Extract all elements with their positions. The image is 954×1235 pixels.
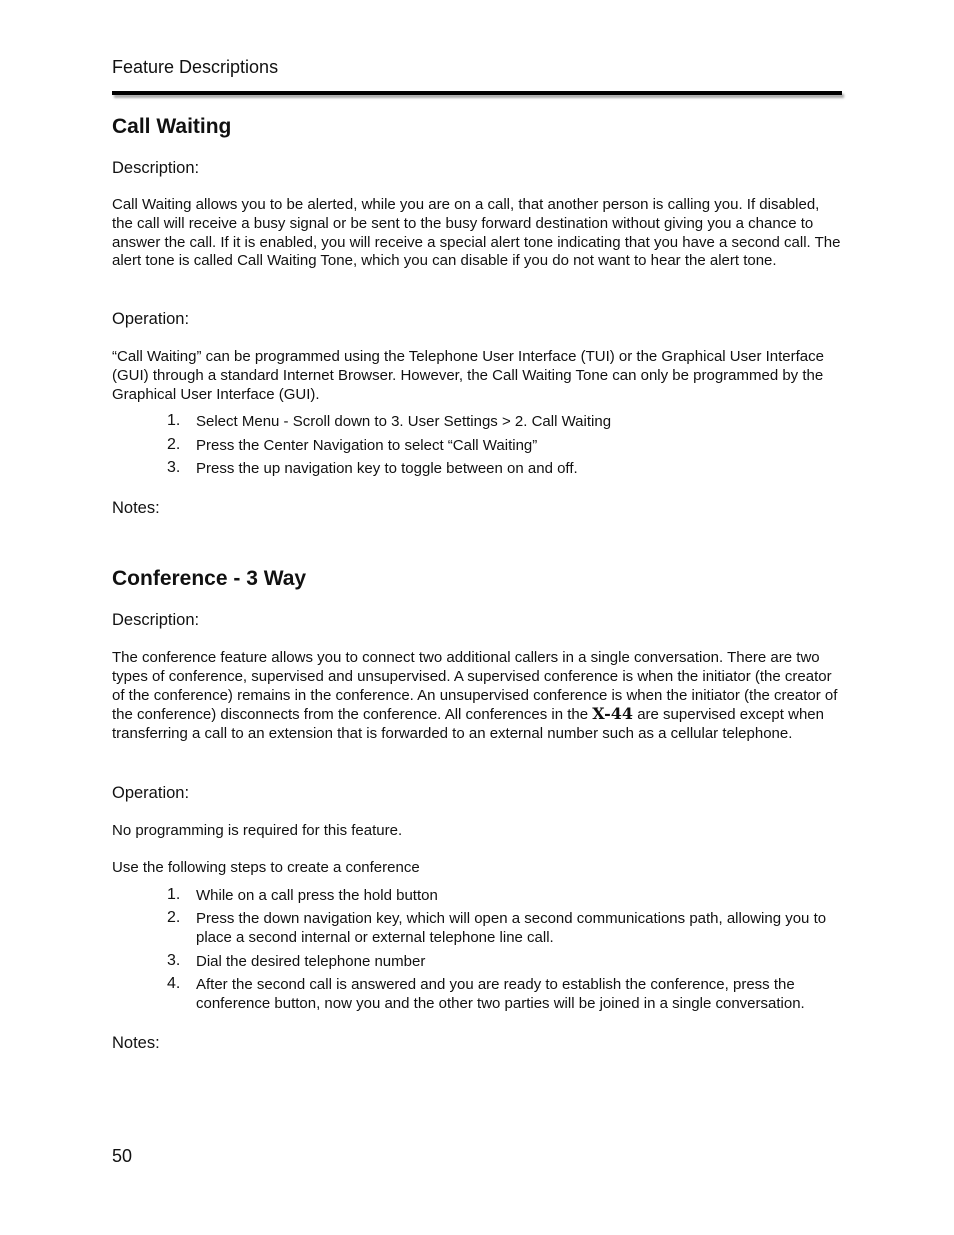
list-item — [167, 910, 847, 948]
list-item — [167, 953, 847, 972]
operation-label: Operation: — [112, 784, 190, 802]
list-item-text: Select Menu - Scroll down to 3. User Settings > 2. Call Waiting — [196, 413, 612, 430]
notes-label: Notes: — [112, 1034, 160, 1052]
operation-text: “Call Waiting” can be programmed using the Telephone User Interface (TUI) or the Graphical User Interface (GUI) through a standard Internet Browser. However, the Call Waiting Tone can only be programmed by the Graphical User Interface (GUI). — [112, 348, 824, 403]
section-heading-call-waiting: Call Waiting — [112, 115, 232, 138]
list-item-number: 3. — [167, 952, 181, 969]
list-item — [167, 413, 847, 432]
list-item-text: Press the Center Navigation to select “Call Waiting” — [196, 437, 538, 454]
list-item-number: 2. — [167, 436, 181, 453]
description-text-part: are supervised except when transferring a call to an extension that is forwarded to an external number such as a cellular telephone. — [112, 706, 824, 743]
list-item-text: After the second call is answered and you are ready to establish the conference, press the conference button, now you and the other two parties will be joined in a single conversation. — [196, 976, 805, 1012]
description-text: Call Waiting allows you to be alerted, while you are on a call, that another person is calling you. If disabled, the call will receive a busy signal or be sent to the busy forward destination without giving you a chance to answer the call. If it is enabled, you will receive a special alert tone indicating that you have a second call. The alert tone is called Call Waiting Tone, which you can disable if you do not want to hear the alert tone. — [112, 196, 841, 270]
list-item-number: 3. — [167, 459, 181, 476]
notes-label: Notes: — [112, 499, 160, 517]
description-label: Description: — [112, 611, 200, 629]
list-item-number: 1. — [167, 412, 181, 429]
description-label: Description: — [112, 159, 200, 177]
operation-text: No programming is required for this feature. — [112, 822, 403, 839]
section-heading-conference: Conference - 3 Way — [112, 567, 307, 590]
description-text-part: The conference feature allows you to connect two additional callers in a single conversation. There are two types of conference, supervised and unsupervised. A supervised conference is when the initiator (the creator of the conference) remains in the conference. An unsupervised conference is when the initiator (the creator of the conference) disconnects from the conference. All conferences in the — [112, 649, 838, 724]
operation-text: Use the following steps to create a conference — [112, 859, 420, 876]
list-item — [167, 976, 847, 1014]
list-item-number: 4. — [167, 975, 181, 992]
description-text — [112, 649, 844, 744]
running-header: Feature Descriptions — [112, 57, 279, 77]
header-rule — [112, 91, 842, 95]
operation-label: Operation: — [112, 310, 190, 328]
list-item-number: 1. — [167, 886, 181, 903]
list-item — [167, 437, 847, 456]
list-item-text: Press the down navigation key, which will open a second communications path, allowing you to place a second internal or external telephone line call. — [196, 910, 827, 946]
list-item — [167, 460, 847, 479]
list-item-number: 2. — [167, 909, 181, 926]
list-item-text: Dial the desired telephone number — [196, 953, 426, 970]
page-number: 50 — [112, 1146, 133, 1166]
list-item-text: While on a call press the hold button — [196, 887, 438, 904]
model-name: X-44 — [592, 704, 634, 724]
list-item — [167, 887, 847, 906]
list-item-text: Press the up navigation key to toggle between on and off. — [196, 460, 578, 477]
